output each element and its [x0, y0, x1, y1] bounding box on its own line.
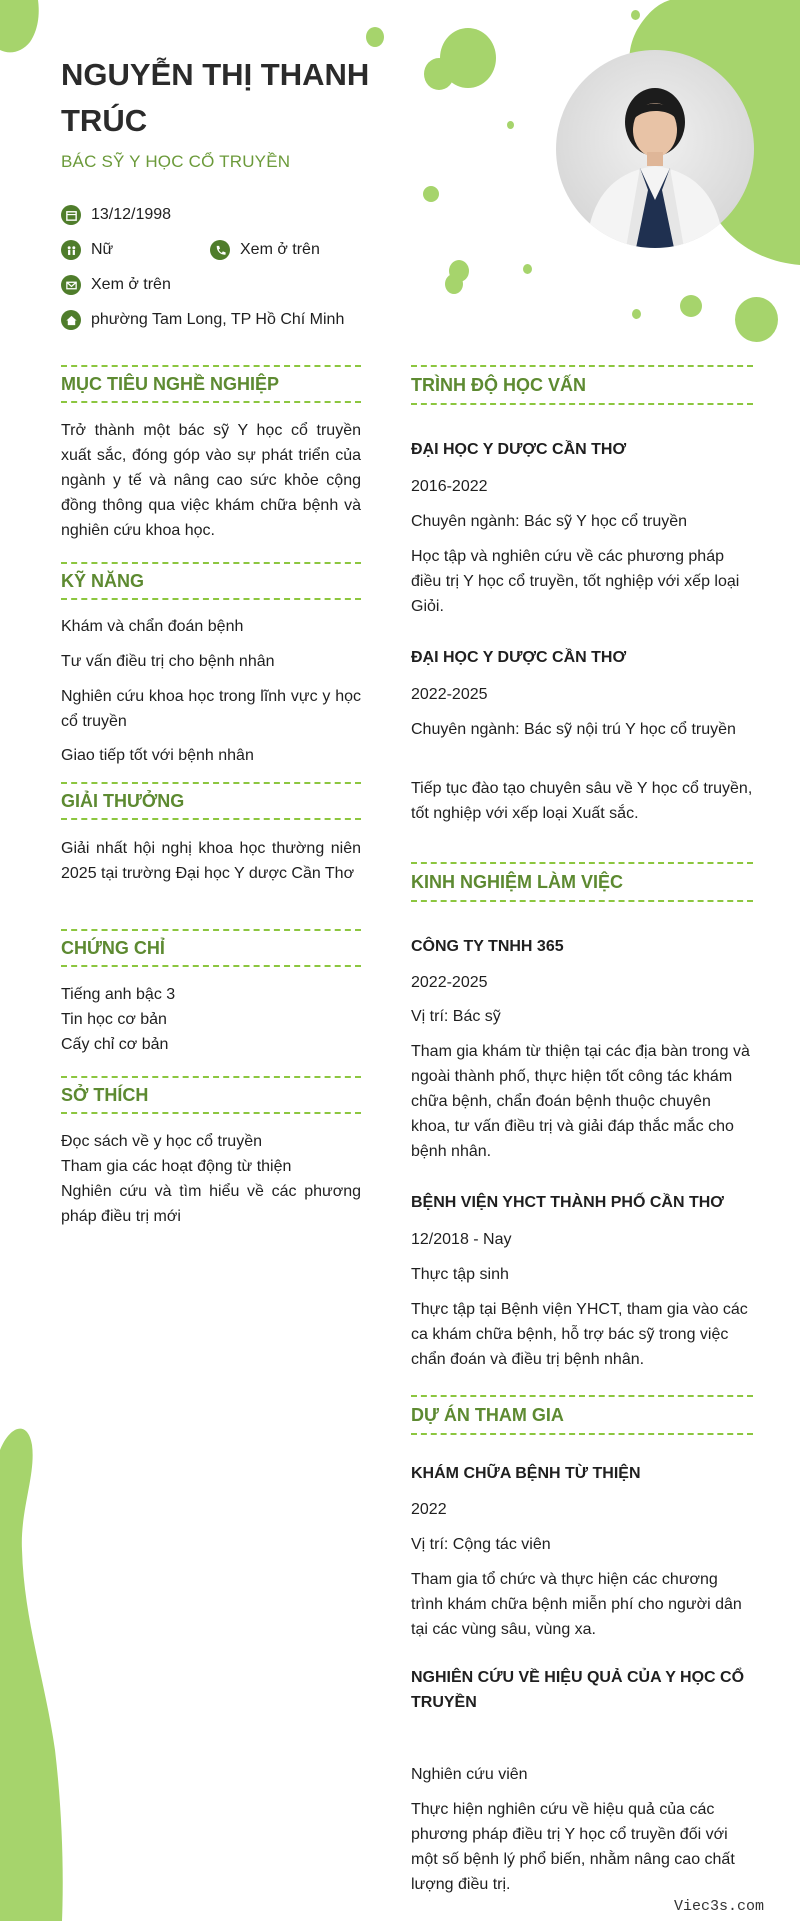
- decor-dot: [423, 186, 439, 202]
- email-icon: [61, 275, 81, 295]
- experience-position: Vị trí: Bác sỹ: [411, 1008, 501, 1025]
- project-period: 2022: [411, 1501, 447, 1518]
- experience-company: BỆNH VIỆN YHCT THÀNH PHỐ CẦN THƠ: [411, 1194, 724, 1211]
- decor-dot: [507, 121, 514, 129]
- education-period: 2022-2025: [411, 686, 488, 703]
- top-left-blob-decoration: [0, 0, 45, 60]
- hobby-item: Tham gia các hoạt động từ thiện: [61, 1158, 292, 1175]
- decor-dot: [632, 309, 641, 319]
- hobby-item: Nghiên cứu và tìm hiểu về các phương pháp điều trị mới: [61, 1183, 361, 1225]
- decor-dot: [523, 264, 532, 274]
- contact-email: [61, 275, 171, 295]
- section-title-experience: KINH NGHIỆM LÀM VIỆC: [411, 862, 753, 902]
- birthday-value: 13/12/1998: [91, 206, 172, 223]
- decor-dot: [631, 10, 640, 20]
- certificate-item: Cấy chỉ cơ bản: [61, 1036, 169, 1053]
- decor-dot: [366, 27, 384, 47]
- left-edge-blob-decoration: [0, 1420, 70, 1921]
- section-title-hobbies: SỞ THÍCH: [61, 1076, 361, 1114]
- skill-item: Khám và chẩn đoán bệnh: [61, 618, 244, 635]
- contact-gender: [61, 240, 113, 260]
- objective-text: Trở thành một bác sỹ Y học cổ truyền xuất sắc, đóng góp vào sự phát triển của ngành y tế và nâng cao sức khỏe cộng đồng thông qua việc khám chữa bệnh và nghiên cứu khoa học.: [61, 422, 361, 539]
- decor-dot: [680, 295, 702, 317]
- section-title-projects: DỰ ÁN THAM GIA: [411, 1395, 753, 1435]
- decor-dot: [445, 274, 463, 294]
- certificate-item: Tiếng anh bậc 3: [61, 986, 176, 1003]
- skill-item: Tư vấn điều trị cho bệnh nhân: [61, 653, 275, 670]
- education-major: Chuyên ngành: Bác sỹ Y học cổ truyền: [411, 513, 688, 530]
- education-school: ĐẠI HỌC Y DƯỢC CẦN THƠ: [411, 441, 627, 458]
- phone-icon: [210, 240, 230, 260]
- home-icon: [61, 310, 81, 330]
- calendar-icon: [61, 205, 81, 225]
- education-desc: Tiếp tục đào tạo chuyên sâu về Y học cổ truyền, tốt nghiệp với xếp loại Xuất sắc.: [411, 780, 753, 822]
- section-title-education: TRÌNH ĐỘ HỌC VẤN: [411, 365, 753, 405]
- candidate-name: NGUYỄN THỊ THANH TRÚC: [61, 57, 370, 138]
- gender-value: Nữ: [91, 241, 114, 258]
- section-title-objective: MỤC TIÊU NGHỀ NGHIỆP: [61, 365, 361, 403]
- experience-company: CÔNG TY TNHH 365: [411, 938, 564, 955]
- education-desc: Học tập và nghiên cứu về các phương pháp điều trị Y học cổ truyền, tốt nghiệp với xếp loại Giỏi.: [411, 548, 740, 615]
- contact-phone: [210, 240, 320, 260]
- skill-item: Giao tiếp tốt với bệnh nhân: [61, 747, 254, 764]
- decor-dot: [735, 297, 778, 342]
- phone-value: Xem ở trên: [240, 241, 320, 258]
- skill-item: Nghiên cứu khoa học trong lĩnh vực y học cổ truyền: [61, 688, 361, 730]
- education-period: 2016-2022: [411, 478, 488, 495]
- decor-dot: [424, 58, 454, 90]
- project-desc: Thực hiện nghiên cứu về hiệu quả của các phương pháp điều trị Y học cổ truyền đối với một số bệnh lý phổ biến, nhằm nâng cao chất lượng điều trị.: [411, 1801, 735, 1893]
- contact-birthday: [61, 205, 171, 225]
- experience-period: 12/2018 - Nay: [411, 1231, 512, 1248]
- project-name: KHÁM CHỮA BỆNH TỪ THIỆN: [411, 1465, 641, 1482]
- avatar: [556, 50, 754, 248]
- education-major: Chuyên ngành: Bác sỹ nội trú Y học cổ truyền: [411, 721, 736, 738]
- portrait-image: [556, 50, 754, 248]
- contact-address: [61, 310, 344, 330]
- section-title-skills: KỸ NĂNG: [61, 562, 361, 600]
- section-title-awards: GIẢI THƯỞNG: [61, 782, 361, 820]
- project-position: Vị trí: Cộng tác viên: [411, 1536, 551, 1553]
- project-desc: Tham gia tổ chức và thực hiện các chương trình khám chữa bệnh miễn phí cho người dân tại các vùng sâu, vùng xa.: [411, 1571, 742, 1638]
- project-name: NGHIÊN CỨU VỀ HIỆU QUẢ CỦA Y HỌC CỔ TRUYỀN: [411, 1669, 745, 1711]
- education-school: ĐẠI HỌC Y DƯỢC CẦN THƠ: [411, 649, 627, 666]
- gender-icon: [61, 240, 81, 260]
- experience-period: 2022-2025: [411, 974, 488, 991]
- certificate-item: Tin học cơ bản: [61, 1011, 167, 1028]
- section-title-certificates: CHỨNG CHỈ: [61, 929, 361, 967]
- hobby-item: Đọc sách về y học cổ truyền: [61, 1133, 262, 1150]
- address-value: phường Tam Long, TP Hồ Chí Minh: [91, 311, 345, 328]
- award-text: Giải nhất hội nghị khoa học thường niên 2025 tại trường Đại học Y dược Cần Thơ: [61, 840, 361, 882]
- experience-position: Thực tập sinh: [411, 1266, 509, 1283]
- watermark: Viec3s.com: [673, 1898, 764, 1915]
- experience-desc: Tham gia khám từ thiện tại các địa bàn trong và ngoài thành phố, thực hiện tốt công tác khám chữa bệnh, chẩn đoán bệnh thuộc chuyên khoa, tư vấn điều trị và giải đáp thắc mắc cho bệnh nhân.: [411, 1043, 750, 1160]
- email-value: Xem ở trên: [91, 276, 171, 293]
- project-position: Nghiên cứu viên: [411, 1766, 528, 1783]
- experience-desc: Thực tập tại Bệnh viện YHCT, tham gia vào các ca khám chữa bệnh, hỗ trợ bác sỹ trong việc chẩn đoán và điều trị bệnh nhân.: [411, 1301, 748, 1368]
- job-title: BÁC SỸ Y HỌC CỔ TRUYỀN: [61, 152, 291, 171]
